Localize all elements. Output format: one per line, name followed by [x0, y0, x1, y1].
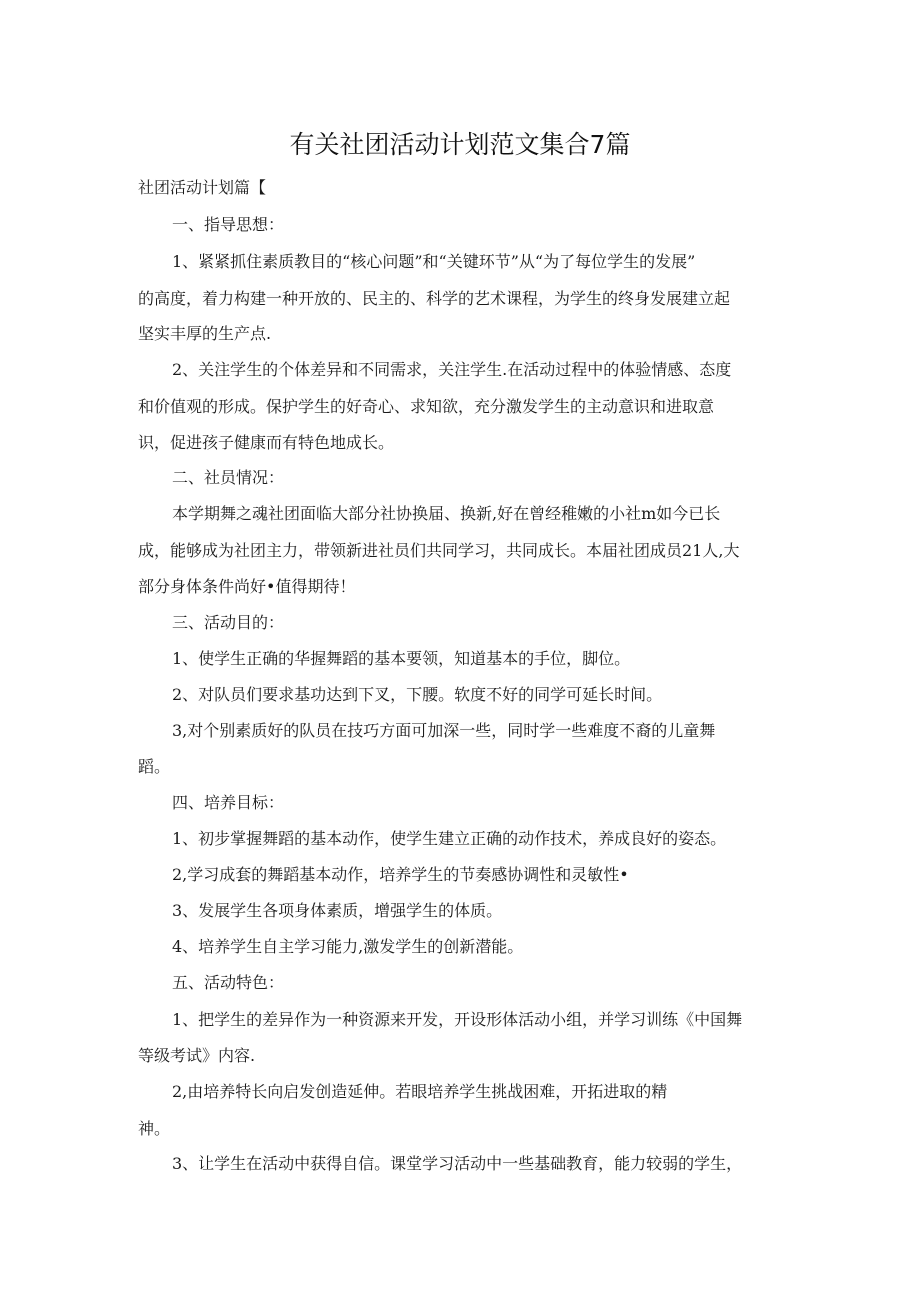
paragraph-line: 1、紧紧抓住素质教目的“核心问题”和“关键环节”从“为了每位学生的发展” [172, 252, 696, 271]
paragraph-line: 的高度，着力构建一种开放的、民主的、科学的艺术课程，为学生的终身发展建立起 [138, 289, 731, 308]
document-title: 有关社团活动计划范文集合7篇 [289, 130, 631, 159]
paragraph-line: 1、把学生的差异作为一种资源来开发，开设形体活动小组，并学习训练《中国舞 [172, 1010, 743, 1029]
paragraph-line: 部分身体条件尚好•值得期待！ [138, 577, 356, 596]
paragraph-line: 4、培养学生自主学习能力,激发学生的创新潜能。 [172, 937, 524, 956]
paragraph-line: 成，能够成为社团主力，带领新进社员们共同学习，共同成长。本届社团成员21人,大 [138, 541, 740, 560]
section-subtitle: 社团活动计划篇【 [138, 178, 267, 197]
paragraph-line: 神。 [138, 1119, 171, 1138]
paragraph-line: 2、关注学生的个体差异和不同需求，关注学生.在活动过程中的体验情感、态度 [172, 360, 732, 379]
heading-training-goals: 四、培养目标： [172, 793, 285, 812]
paragraph-line: 坚实丰厚的生产点. [138, 324, 272, 343]
paragraph-line: 识，促进孩子健康而有特色地成长。 [138, 433, 395, 452]
paragraph-line: 3,对个别素质好的队员在技巧方面可加深一些，同时学一些难度不裔的儿童舞 [172, 721, 716, 740]
heading-members: 二、社员情况： [172, 468, 285, 487]
paragraph-line: 1、初步掌握舞蹈的基本动作，使学生建立正确的动作技术，养成良好的姿态。 [172, 829, 727, 848]
heading-guiding-ideology: 一、指导思想： [172, 215, 285, 234]
paragraph-line: 2,学习成套的舞蹈基本动作，培养学生的节奏感协调性和灵敏性• [172, 865, 629, 884]
paragraph-line: 1、使学生正确的华握舞蹈的基本要领，知道基本的手位，脚位。 [172, 649, 631, 668]
paragraph-line: 3、发展学生各项身体素质，增强学生的体质。 [172, 901, 503, 920]
heading-activity-purpose: 三、活动目的： [172, 613, 285, 632]
paragraph-line: 3、让学生在活动中获得自信。课堂学习活动中一些基础教育，能力较弱的学生， [172, 1154, 743, 1173]
paragraph-line: 2、对队员们要求基功达到下叉，下腰。软度不好的同学可延长时间。 [172, 685, 663, 704]
paragraph-line: 蹈。 [138, 757, 171, 776]
paragraph-line: 本学期舞之魂社团面临大部分社协换届、换新,好在曾经稚嫩的小社m如今已长 [172, 504, 721, 523]
paragraph-line: 等级考试》内容. [138, 1046, 256, 1065]
paragraph-line: 和价值观的形成。保护学生的好奇心、求知欲，充分激发学生的主动意识和进取意 [138, 397, 715, 416]
paragraph-line: 2,由培养特长向启发创造延伸。若眼培养学生挑战困难，开拓进取的精 [172, 1082, 668, 1101]
heading-activity-features: 五、活动特色： [172, 973, 285, 992]
